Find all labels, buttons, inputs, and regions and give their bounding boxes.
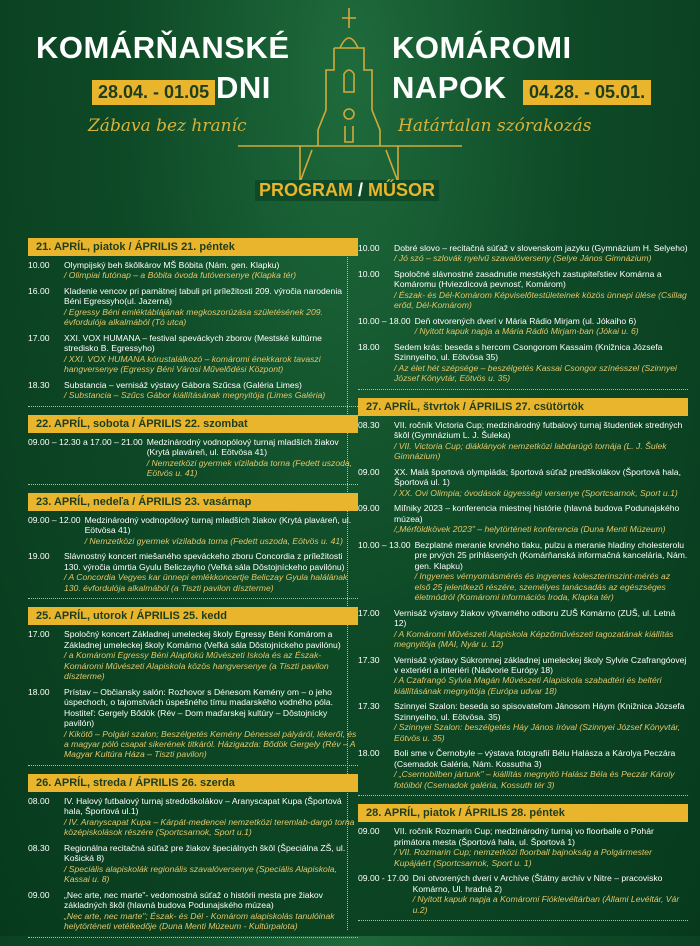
event-sk: Regionálna recitačná súťaž pre žiakov špeciálnych škôl (Špeciálna ZŠ, ul. Košická 8) bbox=[64, 842, 346, 864]
event-time: 17.30 bbox=[358, 654, 380, 665]
event-hu: „Nec arte, nec marte"; Észak- és Dél - Komárom alapiskolás tanulóinak helytörténeti vetélkedője (Duna Menti Múzeum - Kultúrpalota) bbox=[64, 910, 335, 932]
event-hu: / Substancia – Szűcs Gábor kiállításának megnyitója (Limes Galéria) bbox=[64, 390, 326, 401]
event-text bbox=[64, 551, 358, 593]
event-text bbox=[394, 420, 688, 462]
event-text bbox=[415, 540, 688, 603]
event-sk: Vernisáž výstavy Súkromnej základnej umeleckej školy Sylvie Czafrangóovej v exteriéri a interiéri (Nádvorie Európy 18) bbox=[394, 654, 687, 675]
event-hu: / Nyitott kapuk napja a Komáromi Fióklevéltárban (Állami Levéltár, Vár u.2) bbox=[412, 894, 680, 915]
event-text bbox=[64, 890, 358, 932]
section-divider bbox=[28, 484, 358, 485]
event-sk: Substancia – vernisáž výstavy Gábora Szűcsa (Galéria Limes) bbox=[64, 379, 302, 390]
right-column bbox=[358, 243, 688, 929]
event-item bbox=[28, 515, 358, 546]
event-text bbox=[64, 286, 358, 328]
event-time: 09.00 – 12.30 a 17.00 – 21.00 bbox=[28, 436, 143, 447]
event-item bbox=[28, 843, 358, 885]
event-time: 18.00 bbox=[358, 748, 380, 759]
event-hu: / A Czafrangó Sylvia Magán Művészeti Alapiskola szabadtéri és beltéri kiállításának megnyitója (Európa udvar 18) bbox=[394, 675, 662, 696]
event-text bbox=[64, 260, 358, 281]
event-item bbox=[358, 655, 688, 697]
dates-sk: 28.04. - 01.05 bbox=[92, 80, 215, 105]
event-text bbox=[394, 608, 688, 650]
section-divider bbox=[28, 598, 358, 599]
event-sk: Medzinárodný vodnopólový turnaj mladších žiakov (Krytá plaváreň, ul. Eötvösa 41) bbox=[146, 436, 339, 458]
event-sk: VII. ročník Rozmarin Cup; medzinárodný turnaj vo floorballe o Pohár primátora mesta (Športová hala, ul. Športová 1) bbox=[394, 826, 654, 847]
event-text bbox=[85, 515, 358, 546]
event-time: 18.00 bbox=[28, 686, 50, 697]
event-sk: XXI. VOX HUMANA – festival speváckych zborov (Mestské kultúrne stredisko B. Egressyho) bbox=[64, 332, 322, 354]
event-hu: / Ingyenes vérnyomásmérés és ingyenes koleszterinszint-mérés az első 25 jelentkező részére, személyes tanácsadás az egészséges életmódról (Komáromi információs Iroda, Klapka tér) bbox=[414, 571, 671, 603]
event-sk: Dobré slovo – recitačná súťaž v slovenskom jazyku (Gymnázium H. Selyeho) bbox=[394, 243, 688, 253]
event-hu: / Kikötő – Polgári szalon; Beszélgetés Kemény Dénessel pályáról, lékeről, és a magyar póló csapat sikerének titkáról. Házigazda: Bődök Gergely (Rév – A Magyar Kultúra Háza – Tiszti pavilon) bbox=[64, 728, 357, 760]
event-hu: / Speciális alapiskolák regionális szavalóversenye (Speciális Alapiskola, Kassai u. 8) bbox=[64, 863, 337, 885]
event-item bbox=[28, 629, 358, 681]
day-heading: 22. APRÍL, sobota / ÁPRILIS 22. szombat bbox=[28, 415, 358, 433]
event-hu: / Nemzetközi gyermek vízilabda torna (Fedett uszoda, Eötvös u. 41) bbox=[84, 535, 343, 546]
slogan-sk: Zábava bez hraníc bbox=[88, 116, 247, 136]
event-time: 10.00 – 13.00 bbox=[358, 539, 411, 550]
program-hu: MŰSOR bbox=[368, 180, 436, 200]
event-hu: / A Komáromi Művészeti Alapiskola Képzőművészeti tagozatának kiállítás megnyitója (MAI, Nyár u. 12) bbox=[394, 628, 674, 650]
event-time: 08.30 bbox=[358, 419, 380, 430]
event-sk: IV. Halový futbalový turnaj stredoškolákov – Aranyscapat Kupa (Športová hala, Športová ul.1) bbox=[64, 795, 342, 817]
slogan-hu: Határtalan szórakozás bbox=[398, 116, 592, 136]
event-item bbox=[358, 420, 688, 462]
section-divider bbox=[358, 389, 688, 390]
event-text bbox=[64, 380, 358, 401]
event-text bbox=[64, 629, 358, 681]
event-sk: Deň otvorených dverí v Mária Rádio Mirjam (ul. Jókaiho 6) bbox=[414, 315, 637, 326]
event-time: 09.00 bbox=[358, 466, 380, 477]
event-text bbox=[394, 748, 688, 790]
event-item bbox=[358, 243, 688, 264]
event-sk: „Nec arte, nec marte"- vedomostná súťaž o histórii mesta pre žiakov základných škôl (hlavná budova Podunajského múzea) bbox=[64, 889, 323, 911]
dates-hu: 04.28. - 05.01. bbox=[523, 80, 651, 105]
event-hu: / Az élet hét szépsége – beszélgetés Kassai Csongor színésszel (Szinnyei József Könyvtár, Eötvös u. 35) bbox=[394, 362, 677, 384]
event-item bbox=[358, 826, 688, 868]
event-text bbox=[64, 796, 358, 838]
event-time: 17.30 bbox=[358, 701, 380, 712]
event-sk: Spoločný koncert Základnej umeleckej školy Egressy Béni Komárom a Základnej umeleckej školy Komárno (Veľká sála Dôstojníckeho pavilónu) bbox=[64, 629, 341, 650]
event-item bbox=[358, 608, 688, 650]
event-time: 09.00 - 17.00 bbox=[358, 873, 409, 884]
event-item bbox=[28, 286, 358, 328]
event-time: 09.00 – 12.00 bbox=[28, 514, 81, 525]
event-hu: / Jó szó – szlovák nyelvű szavalóverseny (Selye János Gimnázium) bbox=[394, 253, 652, 264]
day-heading: 23. APRÍL, nedeľa / ÁPRILIS 23. vasárnap bbox=[28, 493, 358, 511]
event-hu: / „Csernobilben jártunk" – kiállítás megnyitó Halász Béla és Peczár Károly fotóiból (Csemadok galéria, Kossuth tér 3) bbox=[394, 769, 675, 790]
event-item bbox=[358, 503, 688, 534]
section-divider bbox=[358, 795, 688, 796]
event-item bbox=[358, 540, 688, 603]
event-text bbox=[394, 467, 688, 498]
event-hu: / VII. Victoria Cup; diáklányok nemzetközi labdarúgó tornája (L. J. Šulek Gimnázium) bbox=[394, 440, 667, 462]
day-heading: 27. APRÍL, štvrtok / ÁPRILIS 27. csütörtök bbox=[358, 398, 688, 416]
event-sk: Sedem krás: beseda s hercom Csongorom Kassaim (Knižnica Józsefa Szinnyeiho, ul. Eötvösa 35) bbox=[394, 341, 663, 363]
event-item bbox=[28, 260, 358, 281]
event-hu: / A Concordia Vegyes kar ünnepi emlékkoncertje Beliczay Gyula halálának 130. évfordulója alkalmából (a Tiszti pavilon díszterme) bbox=[64, 572, 348, 593]
event-item bbox=[358, 701, 688, 743]
event-time: 10.00 bbox=[358, 268, 380, 279]
event-hu: / Szinnyei Szalon: beszélgetés Háy János íróval (Szinnyei József Könyvtár, Eötvös u. 35) bbox=[394, 722, 681, 743]
event-text bbox=[394, 701, 688, 743]
event-text bbox=[394, 655, 688, 697]
event-hu: / Egressy Béni emléktáblájának megkoszorúzása születésének 209. évfordulója alkalmából (Tó utca) bbox=[64, 306, 323, 328]
event-sk: VII. ročník Victoria Cup; medzinárodný futbalový turnaj študentiek stredných škôl (Gymnázium L. J. Šuleka) bbox=[394, 419, 683, 441]
section-divider bbox=[28, 406, 358, 407]
event-hu: / XXI. VOX HUMANA kórustalálkozó – komáromi énekkarok tavaszi hangversenye (Egressy Béni Városi Művelődési Központ) bbox=[64, 353, 321, 375]
program-sk: PROGRAM bbox=[259, 180, 353, 200]
event-item bbox=[28, 890, 358, 932]
event-sk: Boli sme v Černobyle – výstava fotografií Bélu Halásza a Károlya Peczára (Csemadok Galéria, Nám. Kossutha 3) bbox=[394, 748, 676, 769]
event-time: 10.00 – 18.00 bbox=[358, 315, 411, 326]
event-item bbox=[28, 437, 358, 479]
event-item bbox=[358, 873, 688, 915]
event-text bbox=[415, 316, 688, 337]
event-sk: Kladenie vencov pri pamätnej tabuli pri príležitosti 209. výročia narodenia Béni Egressyho(ul. Jazerná) bbox=[64, 285, 343, 307]
event-time: 10.00 bbox=[358, 243, 380, 253]
event-item bbox=[28, 796, 358, 838]
event-text bbox=[394, 269, 688, 311]
title-hu-line1: KOMÁROMI bbox=[392, 30, 572, 65]
event-hu: / Olimpiai futónap – a Bóbita óvoda futóversenye (Klapka tér) bbox=[64, 270, 297, 281]
event-time: 09.00 bbox=[358, 503, 380, 514]
event-sk: Bezplatné meranie krvného tlaku, pulzu a meranie hladiny cholesterolu pre prvých 25 prihlásených (Komárňanská informačná kancelária, Nám. gen. Klapku) bbox=[414, 539, 688, 571]
left-column bbox=[28, 238, 358, 946]
event-hu: / Észak- és Dél-Komárom Képviselőtestületeinek közös ünnepi ülése (Csillag erőd, Dél-Komárom) bbox=[394, 289, 687, 311]
event-text bbox=[394, 503, 688, 534]
section-divider bbox=[28, 937, 358, 938]
event-time: 18.30 bbox=[28, 379, 50, 390]
event-sk: Dni otvorených dverí v Archíve (Štátny archív v Nitre – pracovisko Komárno, Ul. hradná 2) bbox=[412, 873, 663, 894]
event-text bbox=[394, 826, 688, 868]
event-time: 19.00 bbox=[28, 551, 50, 562]
event-hu: / XX. Ovi Olimpia; óvodások ügyességi versenye (Sportcsarnok, Sport u.1) bbox=[394, 487, 678, 498]
event-item bbox=[28, 333, 358, 375]
event-item bbox=[358, 467, 688, 498]
event-time: 17.00 bbox=[28, 629, 50, 640]
program-separator: / bbox=[353, 180, 369, 200]
event-time: 17.00 bbox=[358, 607, 380, 618]
event-hu: / Nyitott kapuk napja a Mária Rádió Mirjam-ban (Jókai u. 6) bbox=[414, 326, 639, 337]
event-hu: /„Mérföldkövek 2023" – helytörténeti konferencia (Duna Menti Múzeum) bbox=[394, 524, 666, 535]
day-heading: 26. APRÍL, streda / ÁPRILIS 26. szerda bbox=[28, 774, 358, 792]
day-heading: 21. APRÍL, piatok / ÁPRILIS 21. péntek bbox=[28, 238, 358, 256]
title-sk-line2: DNI bbox=[216, 70, 271, 105]
event-sk: Szinnyei Szalon: beseda so spisovateľom Jánosom Háym (Knižnica Józsefa Szinnyeiho, ul. Eötvösa. 35) bbox=[394, 701, 685, 722]
event-item bbox=[358, 748, 688, 790]
section-divider bbox=[28, 765, 358, 766]
event-sk: Medzinárodný vodnopólový turnaj mladších žiakov (Krytá plaváreň, ul. Eötvösa 41) bbox=[84, 514, 352, 536]
event-time: 09.00 bbox=[358, 826, 380, 837]
event-item bbox=[28, 551, 358, 593]
event-hu: / a Komáromi Egressy Béni Alapfokú Művészeti Iskola és az Észak-Komáromi Művészeti Alapiskola közös hangversenye (a Tiszti pavilon díszterme) bbox=[64, 650, 329, 682]
day-heading: 25. APRÍL, utorok / ÁPRILIS 25. kedd bbox=[28, 607, 358, 625]
event-time: 08.00 bbox=[28, 795, 50, 806]
event-text bbox=[394, 342, 688, 384]
event-text bbox=[64, 843, 358, 885]
event-sk: XX. Malá športová olympiáda; športová súťaž predškolákov (Športová hala, Športová ul. 1) bbox=[394, 466, 681, 488]
day-heading: 28. APRÍL, piatok / ÁPRILIS 28. péntek bbox=[358, 804, 688, 822]
header bbox=[0, 0, 700, 235]
event-time: 09.00 bbox=[28, 889, 50, 900]
event-time: 18.00 bbox=[358, 341, 380, 352]
program-heading bbox=[255, 180, 439, 201]
event-item bbox=[28, 380, 358, 401]
event-item bbox=[358, 316, 688, 337]
event-text bbox=[64, 333, 358, 375]
title-hu-line2: NAPOK bbox=[392, 70, 507, 105]
event-sk: Slávnostný koncert miešaného speváckeho zboru Concordia z príležitosti 130. výročia úmrtia Gyulu Beliczayho (Veľká sála Dôstojníckeho pavilónu) bbox=[64, 551, 345, 572]
event-time: 08.30 bbox=[28, 842, 50, 853]
event-item bbox=[28, 687, 358, 760]
event-hu: / Nemzetközi gyermek vízilabda torna (Fedett uszoda, Eötvös u. 41) bbox=[146, 457, 353, 479]
event-sk: Spoločné slávnostné zasadnutie mestských zastupiteľstiev Komárna a Komáromu (Hviezdicová pevnosť, Komárom) bbox=[394, 268, 662, 290]
event-sk: Vernisáž výstavy žiakov výtvarného odboru ZUŠ Komárno (ZUŠ, ul. Letná 12) bbox=[394, 607, 676, 629]
event-hu: / IV. Aranyscapat Kupa – Kárpát-medencei nemzetközi teremlab-dargó torna középiskolások részére (Sportcsarnok, Sport u.1) bbox=[64, 816, 355, 838]
event-time: 16.00 bbox=[28, 285, 50, 296]
event-text bbox=[147, 437, 358, 479]
event-text bbox=[64, 687, 358, 760]
section-divider bbox=[358, 920, 688, 921]
event-item bbox=[358, 342, 688, 384]
event-sk: Olympijský beh škôlkárov MŠ Bóbita (Nám. gen. Klapku) bbox=[64, 260, 280, 270]
event-text bbox=[394, 243, 688, 264]
title-sk-line1: KOMÁRŇANSKÉ bbox=[36, 30, 290, 65]
event-time: 10.00 bbox=[28, 260, 50, 270]
event-text bbox=[413, 873, 688, 915]
event-hu: / VII. Rozmarin Cup; nemzetközi floorball bajnokság a Polgármester Kupájáért (Sportcsarnok, Sport u. 1) bbox=[394, 847, 652, 868]
event-item bbox=[358, 269, 688, 311]
event-time: 17.00 bbox=[28, 332, 50, 343]
event-sk: Míľniky 2023 – konferencia miestnej histórie (hlavná budova Podunajského múzea) bbox=[394, 503, 680, 524]
event-sk: Prístav – Občiansky salón: Rozhovor s Dénesom Kemény om – o jeho úspechoch, o tajomstvách úspešného tímu madarského vodného póla. Hostiteľ: Gergely Bődök (Rév – Dom maďarskej kultúry – Dôstojnícky pavilón) bbox=[64, 686, 333, 729]
